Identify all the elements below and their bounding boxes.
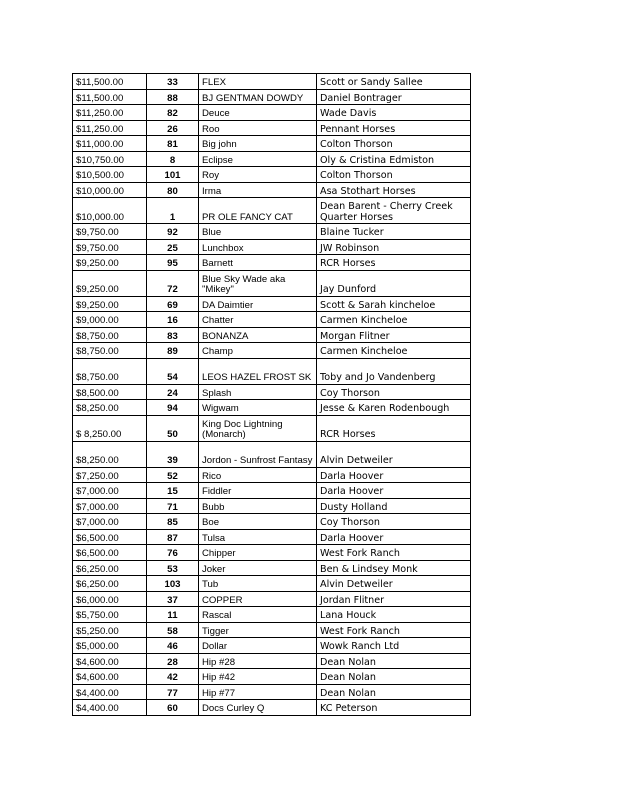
horse-name-cell: DA Daimtier [199, 296, 317, 312]
horse-name-cell: Eclipse [199, 151, 317, 167]
hip-number-cell: 50 [147, 415, 199, 441]
horse-name-cell: Champ [199, 343, 317, 359]
hip-number-cell: 46 [147, 638, 199, 654]
horse-name-cell: Tigger [199, 622, 317, 638]
horse-name-cell: Wigwam [199, 400, 317, 416]
horse-name-cell: Joker [199, 560, 317, 576]
buyer-cell: Lana Houck [317, 607, 471, 623]
horse-name-cell: Big john [199, 136, 317, 152]
hip-number-cell: 26 [147, 120, 199, 136]
buyer-cell: Carmen Kincheloe [317, 343, 471, 359]
buyer-cell: Pennant Horses [317, 120, 471, 136]
sale-price-cell: $11,250.00 [73, 105, 147, 121]
hip-number-cell: 80 [147, 182, 199, 198]
hip-number-cell: 33 [147, 74, 199, 90]
sale-price-cell: $7,000.00 [73, 498, 147, 514]
buyer-cell: Alvin Detweiler [317, 441, 471, 467]
horse-name-cell: PR OLE FANCY CAT [199, 198, 317, 224]
sale-price-cell: $7,250.00 [73, 467, 147, 483]
buyer-cell: Daniel Bontrager [317, 89, 471, 105]
horse-name-cell: Roo [199, 120, 317, 136]
table-row [73, 182, 471, 198]
buyer-cell: Scott & Sarah kincheloe [317, 296, 471, 312]
buyer-cell: Jay Dunford [317, 270, 471, 296]
horse-name-cell: Boe [199, 514, 317, 530]
horse-name-cell: Chipper [199, 545, 317, 561]
buyer-cell: Oly & Cristina Edmiston [317, 151, 471, 167]
table-row [73, 358, 471, 384]
sale-price-cell: $7,000.00 [73, 483, 147, 499]
sale-price-cell: $8,500.00 [73, 384, 147, 400]
table-row [73, 239, 471, 255]
horse-name-cell: Irma [199, 182, 317, 198]
sale-price-cell: $11,500.00 [73, 89, 147, 105]
buyer-cell: Morgan Flitner [317, 327, 471, 343]
buyer-cell: West Fork Ranch [317, 622, 471, 638]
sale-price-cell: $9,250.00 [73, 296, 147, 312]
sale-price-cell: $8,250.00 [73, 400, 147, 416]
buyer-cell: Darla Hoover [317, 483, 471, 499]
hip-number-cell: 103 [147, 576, 199, 592]
hip-number-cell: 11 [147, 607, 199, 623]
sale-price-cell: $8,750.00 [73, 343, 147, 359]
table-row [73, 441, 471, 467]
sale-price-cell: $10,750.00 [73, 151, 147, 167]
hip-number-cell: 87 [147, 529, 199, 545]
sale-price-cell: $10,000.00 [73, 182, 147, 198]
table-row [73, 607, 471, 623]
buyer-cell: Dean Nolan [317, 669, 471, 685]
table-row [73, 105, 471, 121]
buyer-cell: Colton Thorson [317, 167, 471, 183]
sale-price-cell: $10,000.00 [73, 198, 147, 224]
buyer-cell: Ben & Lindsey Monk [317, 560, 471, 576]
hip-number-cell: 8 [147, 151, 199, 167]
table-row [73, 89, 471, 105]
sale-price-cell: $4,600.00 [73, 653, 147, 669]
buyer-cell: RCR Horses [317, 415, 471, 441]
table-row [73, 343, 471, 359]
buyer-cell: Jordan Flitner [317, 591, 471, 607]
buyer-cell: Dean Nolan [317, 653, 471, 669]
buyer-cell: Dean Nolan [317, 684, 471, 700]
horse-name-cell: Roy [199, 167, 317, 183]
table-row [73, 638, 471, 654]
hip-number-cell: 42 [147, 669, 199, 685]
sale-price-cell: $8,750.00 [73, 327, 147, 343]
table-row [73, 151, 471, 167]
buyer-cell: Darla Hoover [317, 529, 471, 545]
horse-name-cell: Tub [199, 576, 317, 592]
sale-price-cell: $9,750.00 [73, 239, 147, 255]
table-row [73, 498, 471, 514]
horse-name-cell: Dollar [199, 638, 317, 654]
table-row [73, 120, 471, 136]
buyer-cell: Jesse & Karen Rodenbough [317, 400, 471, 416]
sale-price-cell: $4,400.00 [73, 684, 147, 700]
sale-price-cell: $9,000.00 [73, 312, 147, 328]
hip-number-cell: 54 [147, 358, 199, 384]
horse-name-cell: Rascal [199, 607, 317, 623]
table-row [73, 467, 471, 483]
hip-number-cell: 52 [147, 467, 199, 483]
hip-number-cell: 94 [147, 400, 199, 416]
table-row [73, 700, 471, 716]
hip-number-cell: 37 [147, 591, 199, 607]
sale-price-cell: $6,250.00 [73, 560, 147, 576]
buyer-cell: Alvin Detweiler [317, 576, 471, 592]
buyer-cell: KC Peterson [317, 700, 471, 716]
hip-number-cell: 88 [147, 89, 199, 105]
sale-price-cell: $7,000.00 [73, 514, 147, 530]
horse-name-cell: Blue [199, 224, 317, 240]
table-row [73, 576, 471, 592]
buyer-cell: Darla Hoover [317, 467, 471, 483]
table-row [73, 136, 471, 152]
sale-price-cell: $5,250.00 [73, 622, 147, 638]
horse-name-cell: Fiddler [199, 483, 317, 499]
hip-number-cell: 72 [147, 270, 199, 296]
hip-number-cell: 89 [147, 343, 199, 359]
buyer-cell: Dusty Holland [317, 498, 471, 514]
horse-name-cell: Bubb [199, 498, 317, 514]
table-row [73, 74, 471, 90]
table-row [73, 198, 471, 224]
buyer-cell: Toby and Jo Vandenberg [317, 358, 471, 384]
sale-price-cell: $11,000.00 [73, 136, 147, 152]
hip-number-cell: 25 [147, 239, 199, 255]
sales-table [72, 73, 471, 716]
hip-number-cell: 81 [147, 136, 199, 152]
sale-price-cell: $5,000.00 [73, 638, 147, 654]
hip-number-cell: 24 [147, 384, 199, 400]
sales-table-body [73, 74, 471, 716]
table-row [73, 684, 471, 700]
sale-price-cell: $6,000.00 [73, 591, 147, 607]
buyer-cell: Asa Stothart Horses [317, 182, 471, 198]
horse-name-cell: Lunchbox [199, 239, 317, 255]
hip-number-cell: 101 [147, 167, 199, 183]
horse-name-cell: Rico [199, 467, 317, 483]
table-row [73, 545, 471, 561]
table-row [73, 400, 471, 416]
hip-number-cell: 85 [147, 514, 199, 530]
hip-number-cell: 58 [147, 622, 199, 638]
horse-name-cell: Jordon - Sunfrost Fantasy [199, 441, 317, 467]
table-row [73, 591, 471, 607]
sale-price-cell: $6,500.00 [73, 529, 147, 545]
table-row [73, 224, 471, 240]
table-row [73, 270, 471, 296]
hip-number-cell: 76 [147, 545, 199, 561]
horse-name-cell: King Doc Lightning (Monarch) [199, 415, 317, 441]
sale-price-cell: $9,750.00 [73, 224, 147, 240]
buyer-cell: Wade Davis [317, 105, 471, 121]
hip-number-cell: 16 [147, 312, 199, 328]
buyer-cell: Wowk Ranch Ltd [317, 638, 471, 654]
horse-name-cell: Splash [199, 384, 317, 400]
table-row [73, 669, 471, 685]
sale-price-cell: $11,500.00 [73, 74, 147, 90]
table-row [73, 296, 471, 312]
table-row [73, 514, 471, 530]
sale-price-cell: $11,250.00 [73, 120, 147, 136]
table-row [73, 327, 471, 343]
hip-number-cell: 60 [147, 700, 199, 716]
sale-price-cell: $8,250.00 [73, 441, 147, 467]
hip-number-cell: 69 [147, 296, 199, 312]
sale-price-cell: $10,500.00 [73, 167, 147, 183]
sale-price-cell: $8,750.00 [73, 358, 147, 384]
horse-name-cell: Chatter [199, 312, 317, 328]
table-row [73, 167, 471, 183]
horse-name-cell: COPPER [199, 591, 317, 607]
sale-price-cell: $4,600.00 [73, 669, 147, 685]
horse-name-cell: Docs Curley Q [199, 700, 317, 716]
hip-number-cell: 71 [147, 498, 199, 514]
sale-price-cell: $9,250.00 [73, 255, 147, 271]
horse-name-cell: BJ GENTMAN DOWDY [199, 89, 317, 105]
buyer-cell: Colton Thorson [317, 136, 471, 152]
buyer-cell: JW Robinson [317, 239, 471, 255]
hip-number-cell: 39 [147, 441, 199, 467]
horse-name-cell: Deuce [199, 105, 317, 121]
table-row [73, 529, 471, 545]
buyer-cell: West Fork Ranch [317, 545, 471, 561]
buyer-cell: Carmen Kincheloe [317, 312, 471, 328]
sale-price-cell: $9,250.00 [73, 270, 147, 296]
hip-number-cell: 82 [147, 105, 199, 121]
hip-number-cell: 95 [147, 255, 199, 271]
table-row [73, 560, 471, 576]
hip-number-cell: 83 [147, 327, 199, 343]
sale-price-cell: $ 8,250.00 [73, 415, 147, 441]
table-row [73, 384, 471, 400]
hip-number-cell: 28 [147, 653, 199, 669]
hip-number-cell: 53 [147, 560, 199, 576]
sale-price-cell: $4,400.00 [73, 700, 147, 716]
hip-number-cell: 77 [147, 684, 199, 700]
buyer-cell: Coy Thorson [317, 514, 471, 530]
hip-number-cell: 92 [147, 224, 199, 240]
hip-number-cell: 1 [147, 198, 199, 224]
horse-name-cell: BONANZA [199, 327, 317, 343]
buyer-cell: Scott or Sandy Sallee [317, 74, 471, 90]
hip-number-cell: 15 [147, 483, 199, 499]
table-row [73, 255, 471, 271]
sale-price-cell: $5,750.00 [73, 607, 147, 623]
sale-price-cell: $6,500.00 [73, 545, 147, 561]
table-row [73, 312, 471, 328]
buyer-cell: Blaine Tucker [317, 224, 471, 240]
table-row [73, 653, 471, 669]
horse-name-cell: Hip #28 [199, 653, 317, 669]
horse-name-cell: Hip #42 [199, 669, 317, 685]
horse-name-cell: FLEX [199, 74, 317, 90]
horse-name-cell: LEOS HAZEL FROST SK [199, 358, 317, 384]
table-row [73, 415, 471, 441]
sale-price-cell: $6,250.00 [73, 576, 147, 592]
horse-name-cell: Tulsa [199, 529, 317, 545]
table-row [73, 622, 471, 638]
horse-name-cell: Barnett [199, 255, 317, 271]
horse-name-cell: Blue Sky Wade aka "Mikey" [199, 270, 317, 296]
buyer-cell: Coy Thorson [317, 384, 471, 400]
buyer-cell: RCR Horses [317, 255, 471, 271]
table-row [73, 483, 471, 499]
buyer-cell: Dean Barent - Cherry Creek Quarter Horses [317, 198, 471, 224]
horse-name-cell: Hip #77 [199, 684, 317, 700]
